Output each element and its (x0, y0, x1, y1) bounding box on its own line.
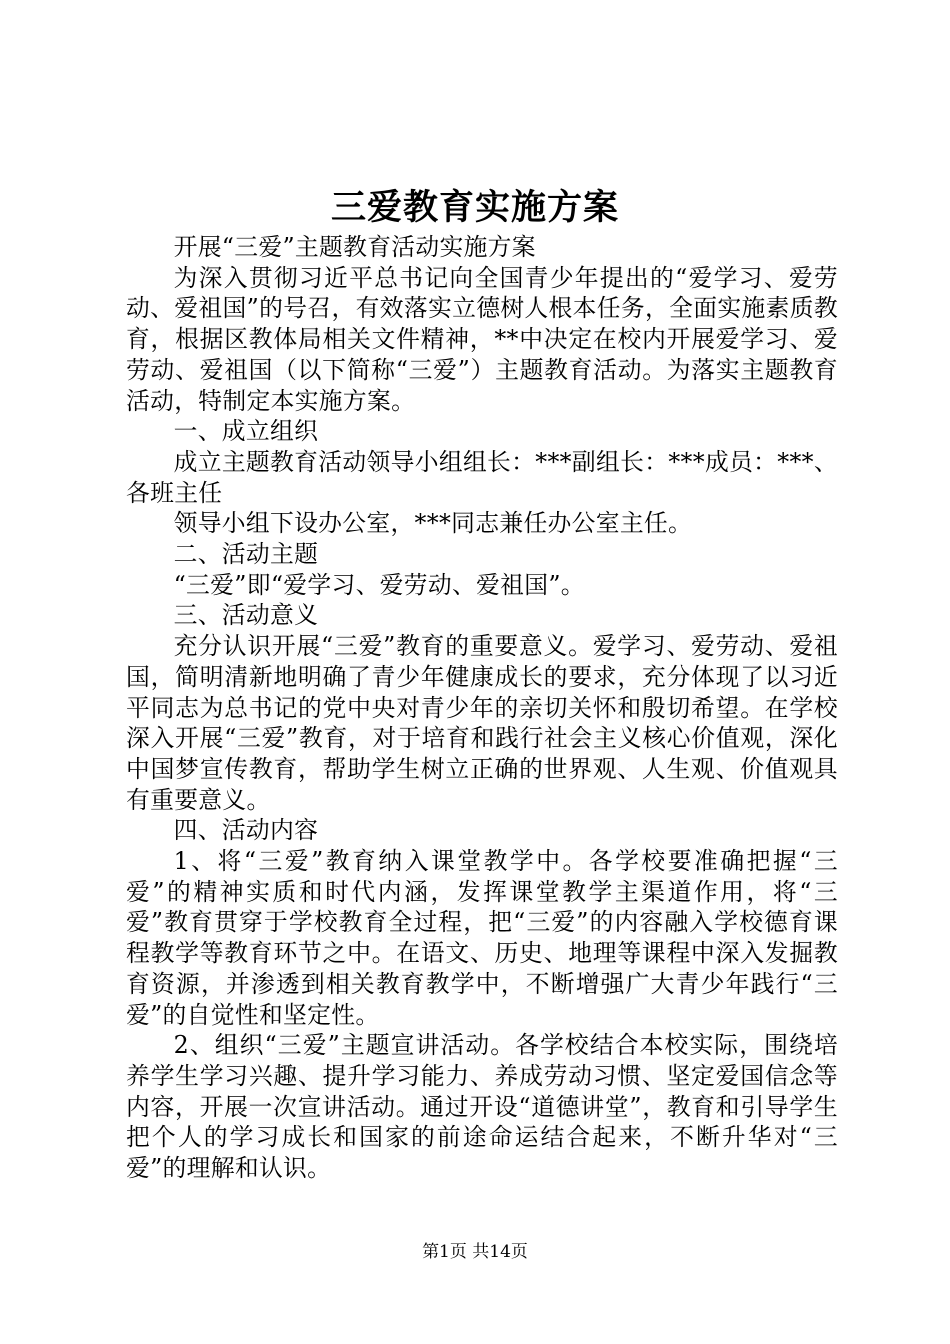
organization-members-paragraph: 成立主题教育活动领导小组组长：***副组长：***成员：***、各班主任 (126, 447, 838, 507)
content-item-2-paragraph: 2、组织“三爱”主题宣讲活动。各学校结合本校实际，围绕培养学生学习兴趣、提升学习能力、养成劳动习惯、坚定爱国信念等内容，开展一次宣讲活动。通过开设“道德讲堂”，教育和引导学生把个人的学习成长和国家的前途命运结合起来，不断升华对“三爱”的理解和认识。 (126, 1031, 838, 1183)
section-heading-content: 四、活动内容 (173, 816, 319, 845)
intro-paragraph: 为深入贯彻习近平总书记向全国青少年提出的“爱学习、爱劳动、爱祖国”的号召，有效落实立德树人根本任务，全面实施素质教育，根据区教体局相关文件精神，**中决定在校内开展爱学习、爱劳动、爱祖国（以下简称“三爱”）主题教育活动。为落实主题教育活动，特制定本实施方案。 (126, 263, 838, 415)
content-item-1-paragraph: 1、将“三爱”教育纳入课堂教学中。各学校要准确把握“三爱”的精神实质和时代内涵，发挥课堂教学主渠道作用，将“三爱”教育贯穿于学校教育全过程，把“三爱”的内容融入学校德育课程教学等教育环节之中。在语文、历史、地理等课程中深入发掘教育资源，并渗透到相关教育教学中，不断增强广大青少年践行“三爱”的自觉性和坚定性。 (126, 847, 838, 1029)
section-heading-significance: 三、活动意义 (173, 601, 319, 630)
document-title: 三爱教育实施方案 (330, 187, 619, 228)
document-body (126, 232, 838, 1184)
theme-paragraph: “三爱”即“爱学习、爱劳动、爱祖国”。 (173, 570, 585, 599)
section-heading-organization: 一、成立组织 (173, 417, 319, 446)
section-heading-theme: 二、活动主题 (173, 540, 319, 569)
page-footer: 第1页 共14页 (422, 1242, 528, 1262)
subtitle-paragraph: 开展“三爱”主题教育活动实施方案 (173, 233, 536, 261)
office-paragraph: 领导小组下设办公室，***同志兼任办公室主任。 (173, 509, 693, 538)
significance-paragraph: 充分认识开展“三爱”教育的重要意义。爱学习、爱劳动、爱祖国，简明清新地明确了青少年健康成长的要求，充分体现了以习近平同志为总书记的党中央对青少年的亲切关怀和殷切希望。在学校深入开展“三爱”教育，对于培育和践行社会主义核心价值观，深化中国梦宣传教育，帮助学生树立正确的世界观、人生观、价值观具有重要意义。 (126, 632, 838, 814)
